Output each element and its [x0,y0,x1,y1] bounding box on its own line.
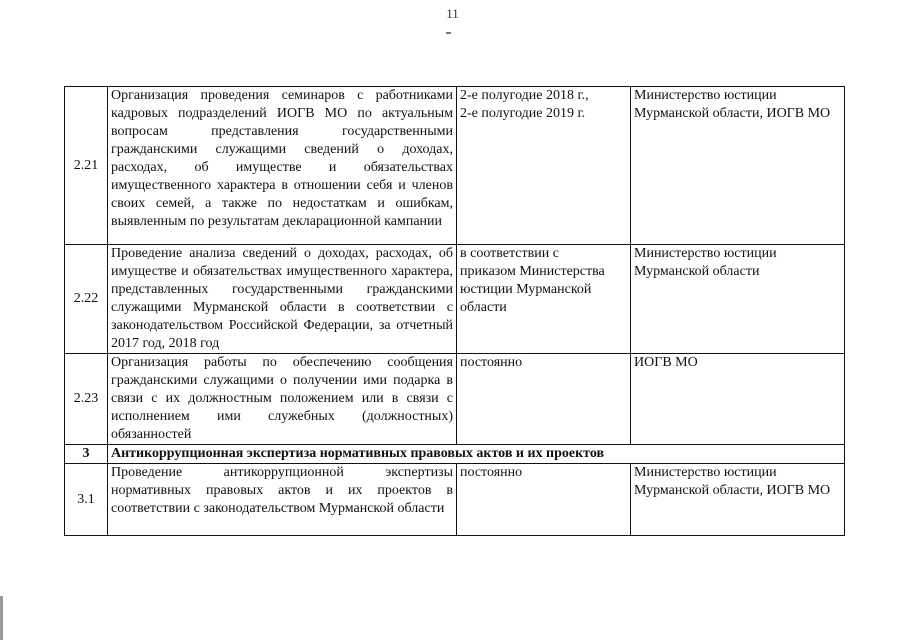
section-title: Антикоррупционная экспертиза нормативных правовых актов и их проектов [108,445,845,464]
section-header-row [65,445,845,464]
deadline-cell [457,87,631,245]
deadline-line: приказом Министерства [460,264,605,279]
page-number: 11 [446,6,459,21]
deadline-line: 2-е полугодие 2018 г., [460,88,589,103]
responsible-cell: Министерство юстиции Мурманской области, ИОГВ МО [631,87,845,245]
deadline-cell [457,245,631,354]
activity-description: Организация работы по обеспечению сообщения гражданскими служащими о получении ими подарка в связи с их должностным положением или в связи с исполнением ими служебных (должностных) обязанностей [108,354,457,445]
row-number: 2.21 [65,87,108,245]
responsible-cell: Министерство юстиции Мурманской области, ИОГВ МО [631,464,845,536]
deadline-line: в соответствии с [460,246,559,261]
plan-table [64,86,845,536]
activity-description: Организация проведения семинаров с работниками кадровых подразделений ИОГВ МО по актуальным вопросам представления государственными гражданскими служащими сведений о доходах, расходах, об имуществе и обязательствах имущественного характера в отношении себя и членов своих семей, а также по недостаткам и ошибкам, выявленным по результатам декларационной кампании [108,87,457,245]
table-row [65,464,845,536]
row-number: 2.23 [65,354,108,445]
deadline-line: области [460,300,507,315]
activity-description: Проведение анализа сведений о доходах, расходах, об имуществе и обязательствах имущественного характера, представленных государственными гражданскими служащими Мурманской области в соответствии с законодательством Российской Федерации, за отчетный 2017 год, 2018 год [108,245,457,354]
row-number: 3.1 [65,464,108,536]
deadline-line: 2-е полугодие 2019 г. [460,106,586,121]
responsible-cell: Министерство юстиции Мурманской области [631,245,845,354]
deadline-cell: постоянно [457,354,631,445]
scan-mark [446,32,451,34]
section-number: 3 [65,445,108,464]
row-number: 2.22 [65,245,108,354]
table-row [65,354,845,445]
deadline-cell: постоянно [457,464,631,536]
table-row [65,87,845,245]
deadline-line: юстиции Мурманской [460,282,592,297]
table-row [65,245,845,354]
scan-edge-mark [0,596,3,640]
responsible-cell: ИОГВ МО [631,354,845,445]
activity-description: Проведение антикоррупционной экспертизы нормативных правовых актов и их проектов в соответствии с законодательством Мурманской области [108,464,457,536]
